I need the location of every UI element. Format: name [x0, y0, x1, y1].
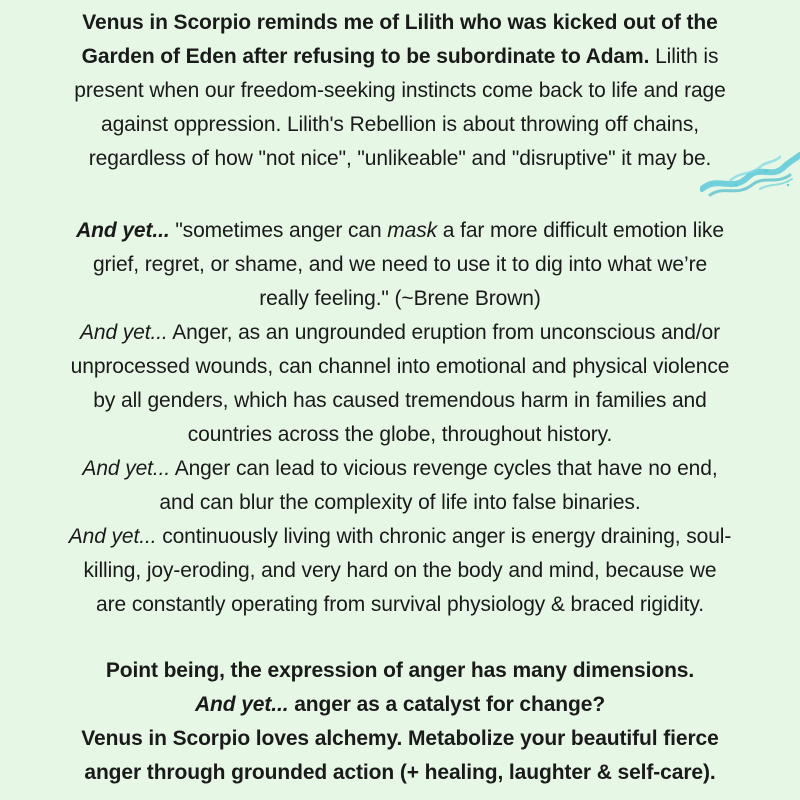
- conclusion-line-3: Venus in Scorpio loves alchemy. Metabolize your beautiful fierce: [81, 727, 719, 750]
- violence-text: Anger, as an ungrounded eruption from unconscious and/or: [167, 321, 721, 344]
- violence-line-4: countries across the globe, throughout history.: [187, 423, 613, 446]
- chronic-text: continuously living with chronic anger is energy draining, soul-: [156, 525, 732, 548]
- and-yet-label: And yet...: [76, 219, 170, 242]
- violence-line-2: unprocessed wounds, can channel into emotional and physical violence: [70, 355, 730, 378]
- revenge-line-1: [0, 452, 800, 486]
- and-yet-label: And yet...: [82, 457, 171, 480]
- and-yet-label: And yet...: [68, 525, 157, 548]
- paragraph-1-line-4: against oppression. Lilith's Rebellion is about throwing off chains,: [100, 113, 700, 136]
- chronic-line-2: killing, joy-eroding, and very hard on the body and mind, because we: [83, 559, 717, 582]
- and-yet-label: And yet...: [194, 693, 289, 716]
- paragraph-lilith: [0, 6, 800, 176]
- and-yet-label: And yet...: [79, 321, 168, 344]
- revenge-line-2: and can blur the complexity of life into false binaries.: [159, 491, 641, 514]
- paragraph-and-yet: [0, 214, 800, 622]
- quote-line-1: [0, 214, 800, 248]
- paragraph-1-line-1: Venus in Scorpio reminds me of Lilith who was kicked out of the: [82, 11, 718, 34]
- chronic-line-1: [0, 520, 800, 554]
- conclusion-line-1: Point being, the expression of anger has many dimensions.: [105, 659, 695, 682]
- paragraph-1-line-3: present when our freedom-seeking instincts come back to life and rage: [74, 79, 726, 102]
- conclusion-line-2: [0, 688, 800, 722]
- violence-line-1: [0, 316, 800, 350]
- bold-lead-end: Garden of Eden after refusing to be subordinate to Adam.: [81, 45, 650, 68]
- violence-line-3: by all genders, which has caused tremendous harm in families and: [93, 389, 707, 412]
- quote-text-post: a far more difficult emotion like: [437, 219, 724, 242]
- quote-text-pre: "sometimes anger can: [169, 219, 388, 242]
- paragraph-conclusion: [0, 654, 800, 790]
- conclusion-line-4: anger through grounded action (+ healing, laughter & self-care).: [84, 761, 716, 784]
- quote-line-2: grief, regret, or shame, and we need to use it to dig into what we’re: [92, 253, 708, 276]
- catalyst-text: anger as a catalyst for change?: [288, 693, 606, 716]
- chronic-line-3: are constantly operating from survival physiology & braced rigidity.: [96, 593, 704, 616]
- line-2-rest: Lilith is: [649, 45, 719, 68]
- paragraph-1-line-5: regardless of how "not nice", "unlikeable" and "disruptive" it may be.: [88, 147, 712, 170]
- quote-line-3: really feeling." (~Brene Brown): [259, 287, 541, 310]
- revenge-text: Anger can lead to vicious revenge cycles that have no end,: [170, 457, 718, 480]
- paragraph-1-line-2: [0, 40, 800, 74]
- quote-mask-word: mask: [387, 219, 438, 242]
